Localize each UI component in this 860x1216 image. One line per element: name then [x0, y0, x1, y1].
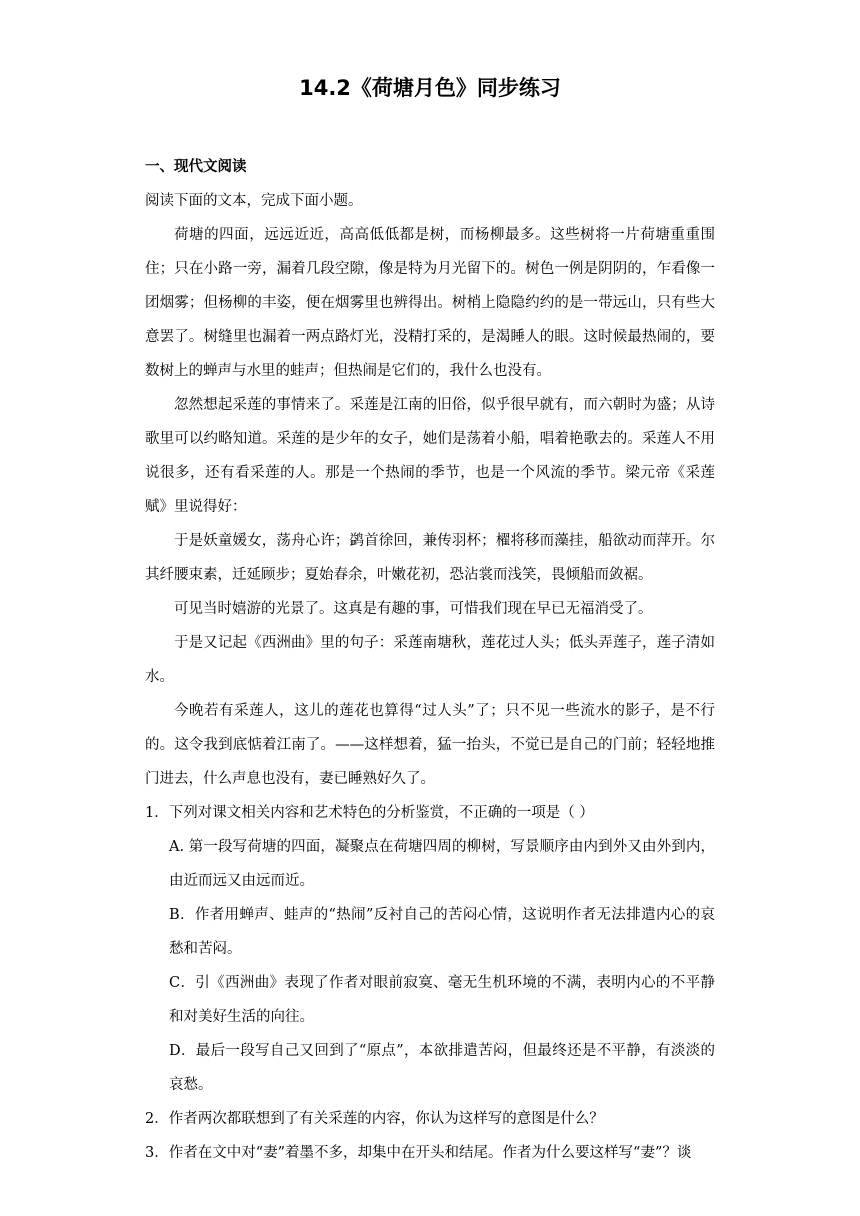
passage-paragraph: 于是又记起《西洲曲》里的句子：采莲南塘秋，莲花过人头；低头弄莲子，莲子清如水。 — [145, 635, 715, 685]
option-b: B．作者用蝉声、蛙声的“热闹”反衬自己的苦闷心情，这说明作者无法排遣内心的哀愁和苦闷。 — [169, 907, 715, 957]
option-a: A. 第一段写荷塘的四面，凝聚点在荷塘四周的柳树，写景顺序由内到外又由外到内，由近而远又由远而近。 — [169, 839, 715, 889]
option-c: C．引《西洲曲》表现了作者对眼前寂寞、毫无生机环境的不满，表明内心的不平静和对美好生活的向往。 — [169, 975, 715, 1025]
page-title: 14.2《荷塘月色》同步练习 — [299, 76, 561, 100]
section-heading: 一、现代文阅读 — [145, 159, 247, 175]
passage-paragraph: 今晚若有采莲人，这儿的莲花也算得“过人头”了；只不见一些流水的影子，是不行的。这令我到底惦着江南了。——这样想着，猛一抬头，不觉已是自己的门前；轻轻地推门进去，什么声息也没有，妻已睡熟好久了。 — [145, 703, 715, 787]
passage-paragraph: 忽然想起采莲的事情来了。采莲是江南的旧俗，似乎很早就有，而六朝时为盛；从诗歌里可以约略知道。采莲的是少年的女子，她们是荡着小船，唱着艳歌去的。采莲人不用说很多，还有看采莲的人。那是一个热闹的季节，也是一个风流的季节。梁元帝《采莲赋》里说得好： — [145, 397, 715, 515]
passage-paragraph: 可见当时嬉游的光景了。这真是有趣的事，可惜我们现在早已无福消受了。 — [174, 601, 653, 617]
option-d: D．最后一段写自己又回到了“原点”，本欲排遣苦闷，但最终还是不平静，有淡淡的哀愁。 — [169, 1043, 715, 1093]
question-2: 2．作者两次都联想到了有关采莲的内容，你认为这样写的意图是什么？ — [145, 1111, 604, 1127]
passage-paragraph: 荷塘的四面，远远近近，高高低低都是树，而杨柳最多。这些树将一片荷塘重重围住；只在小路一旁，漏着几段空隙，像是特为月光留下的。树色一例是阴阴的，乍看像一团烟雾；但杨柳的丰姿，便在烟雾里也辨得出。树梢上隐隐约约的是一带远山，只有些大意罢了。树缝里也漏着一两点路灯光，没精打采的，是渴睡人的眼。这时候最热闹的，要数树上的蝉声与水里的蛙声；但热闹是它们的，我什么也没有。 — [145, 227, 715, 379]
instruction: 阅读下面的文本，完成下面小题。 — [145, 193, 363, 209]
question-3: 3．作者在文中对“妻”着墨不多，却集中在开头和结尾。作者为什么要这样写“妻”？谈 — [145, 1145, 692, 1161]
document-body — [145, 150, 715, 1170]
question-1: 1．下列对课文相关内容和艺术特色的分析鉴赏，不正确的一项是（ ） — [145, 805, 594, 821]
passage-paragraph: 于是妖童媛女，荡舟心许；鹢首徐回，兼传羽杯；櫂将移而藻挂，船欲动而萍开。尔其纤腰束素，迁延顾步；夏始春余，叶嫩花初，恐沾裳而浅笑，畏倾船而敛裾。 — [145, 533, 715, 583]
